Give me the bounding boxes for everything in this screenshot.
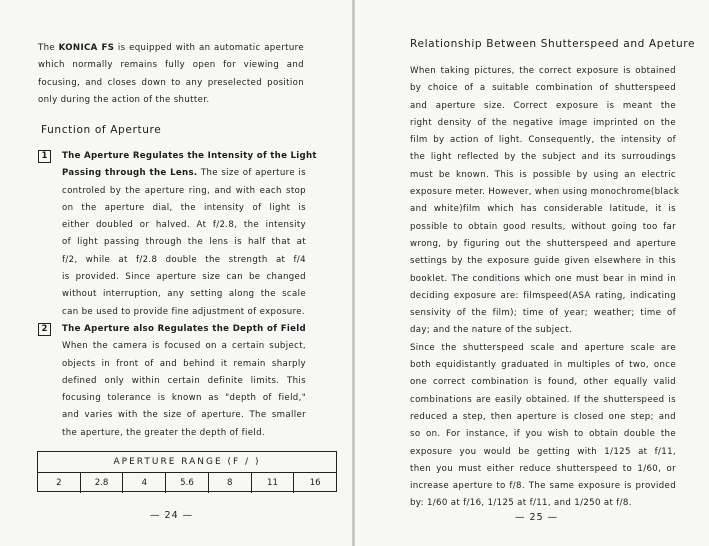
aperture-value-cell: 2 [38,473,81,493]
body-line: deciding exposure are: filmspeed(ASA rating, indicating [410,290,676,301]
body-line: exposure meter. However, when using monochrome(black [410,187,680,198]
body-line: and aperture size. Correct exposure is meant the [410,100,676,111]
body-line: right density of the negative image imprinted on the [410,117,676,128]
body-line: so on. For instance, if you wish to obtain double the [410,429,676,440]
right-page [355,0,709,546]
item1-line: of light passing through the lens is half that at [62,237,306,248]
body-line: increase aperture to f/8. The same exposure is provided [410,481,676,492]
section-title: Function of Aperture [41,124,162,136]
item2-heading: The Aperture also Regulates the Depth of Field [62,324,306,334]
item2-paragraph [62,321,306,442]
body-line: and white)film which has considerable latitude, it is [410,204,676,215]
item2-line: When the camera is focused on a certain subject, [62,341,306,352]
aperture-value-cell: 11 [252,473,295,493]
body-line: exposure you would be getting with 1/125 at f/11, [410,446,676,457]
body-line: the light reflected by the subject and its surroudings [410,152,676,163]
body-line: film by action of light. Consequently, the intensity of [410,135,676,146]
body-line: sensivity of the film); time of year; weather; time of [410,308,676,319]
item-number-box: 1 [38,150,51,163]
intro-line: only during the action of the shutter. [38,94,210,105]
body-line: possible to obtain good results, without going too far [410,221,676,232]
page-number-left: — 24 — [150,510,194,521]
aperture-values-row [38,473,336,493]
body-line: When taking pictures, the correct exposure is obtained [410,66,676,76]
item1-heading-bold: Passing through the Lens. [62,168,198,179]
item1-paragraph [62,148,317,321]
intro-rest: is equipped with an automatic aperture [114,43,304,53]
body-line: by: 1/60 at f/16, 1/125 at f/11, and 1/250 at f/8. [410,498,632,509]
left-page [0,0,352,546]
intro-prefix: The [38,43,59,53]
body-line: reduced a step, then aperture is closed one step; and [410,411,676,422]
item2-line: defined only within certain definite limits. This [62,375,306,386]
aperture-range-table [37,451,337,492]
item1-line: can be used to provide fine adjustment of exposure. [62,306,305,317]
page-title: Relationship Between Shutterspeed and Apeture [410,38,696,50]
body-line: both equidistantly graduated in multiples of two, once [410,360,676,371]
item2-line: and varies with the size of aperture. The smaller [62,410,306,421]
intro-line: focusing, and closes down to any preselected position [38,77,304,88]
item2-line: objects in front of and behind it remain sharply [62,358,306,369]
body-line: booklet. The conditions which one must bear in mind in [410,273,676,284]
item2-line: focusing tolerance is known as "depth of field," [62,393,306,404]
item-number-box: 2 [38,323,51,336]
body-line: wrong, by figuring out the shutterspeed and aperture [410,238,676,249]
aperture-table-title: APERTURE RANGE (F / ) [38,452,336,473]
body-line: one correct combination is found, other equally valid [410,377,676,388]
body-line: then you must either reduce shutterspeed to 1/60, or [410,463,676,474]
body-line: Since the shutterspeed scale and aperture scale are [410,342,676,353]
aperture-value-cell: 4 [123,473,166,493]
item1-line: on the aperture dial, the intensity of light is [62,202,306,213]
item1-line: either doubled or halved. At f/2.8, the intensity [62,220,306,231]
aperture-value-cell: 16 [309,478,321,488]
item1-line: is provided. Since aperture size can be changed [62,272,306,283]
item1-line: f/2, while at f/2.8 double the strength at f/4 [62,254,306,265]
item1-line: controled by the aperture ring, and with each stop [62,185,306,196]
body-line: by choice of a suitable combination of shutterspeed [410,83,676,94]
brand-name: KONICA FS [58,43,115,53]
item1-heading-line: The Aperture Regulates the Intensity of the Light [62,151,317,161]
body-line: settings by the exposure guide given elsewhere in this [410,256,676,267]
intro-paragraph [38,40,304,109]
intro-line: which normally remains fully open for viewing and [38,60,304,71]
page-number-right: — 25 — [515,512,559,523]
item1-heading-rest: The size of aperture is [197,168,306,179]
item2-line: the aperture, the greater the depth of field. [62,427,266,438]
body-line: day; and the nature of the subject. [410,325,573,336]
intro-line [38,40,304,57]
item1-heading-line [62,165,306,182]
right-body-paragraph [410,63,680,513]
body-line: combinations are easily obtained. If the shutterspeed is [410,394,676,405]
aperture-value-cell: 2.8 [81,473,124,493]
item1-line: without interruption, any setting along the scale [62,289,306,300]
aperture-value-cell: 5.6 [166,473,209,493]
body-line: must be known. This is possible by using an electric [410,169,676,180]
aperture-value-cell: 8 [209,473,252,493]
